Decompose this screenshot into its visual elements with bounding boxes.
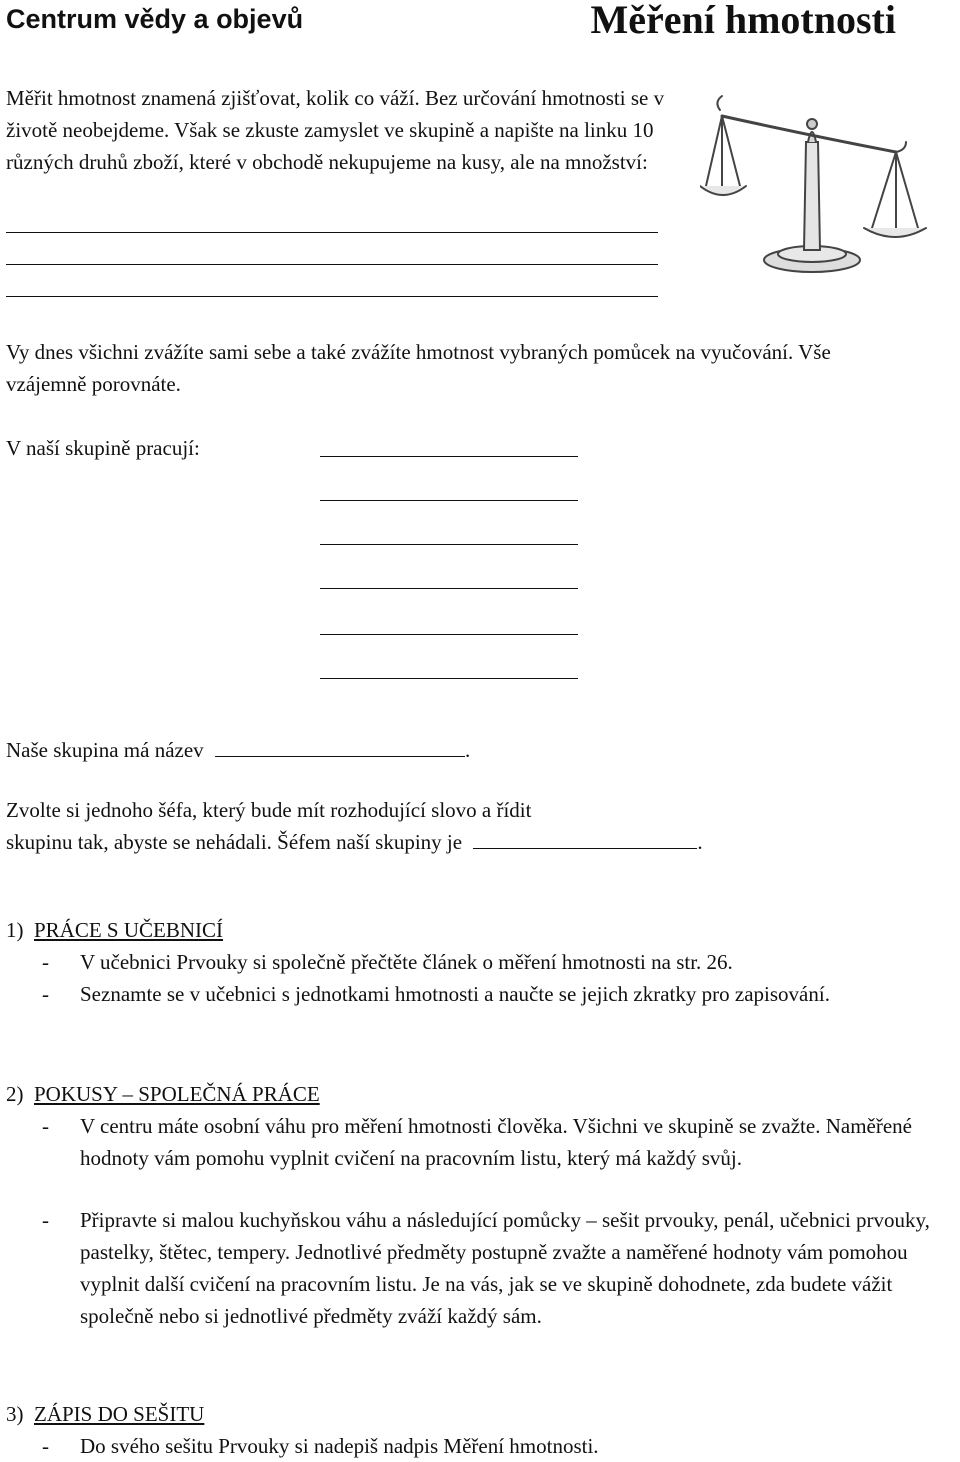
bullet-dash: - xyxy=(42,1208,49,1232)
group-name-end: . xyxy=(464,738,471,762)
member-name-line[interactable] xyxy=(320,544,578,545)
list-item-text: Seznamte se v učebnici s jednotkami hmotnosti a naučte se jejich zkratky pro zapisování. xyxy=(80,982,830,1006)
list-item xyxy=(6,1430,956,1462)
boss-row xyxy=(6,826,906,858)
group-name-row xyxy=(6,734,906,766)
header-left-title: Centrum vědy a objevů xyxy=(6,4,304,34)
balance-scale-icon xyxy=(700,82,930,302)
list-item xyxy=(6,1204,956,1364)
section-title-text: ZÁPIS DO SEŠITU xyxy=(34,1402,205,1426)
list-item-text: V centru máte osobní váhu pro měření hmotnosti člověka. Všichni ve skupině se zvažte. Naměřené hodnoty vám pomohu vyplnit cvičení na pracovním listu, který má každý svůj. xyxy=(80,1114,912,1170)
section-number: 3) xyxy=(6,1402,24,1426)
section-title xyxy=(6,1078,320,1110)
list-item-text: Připravte si malou kuchyňskou váhu a následující pomůcky – sešit prvouky, penál, učebnici prvouky, pastelky, štětec, tempery. Jednotlivé předměty postupně zvažte a naměřené hodnoty vám pomohou vyplnit další cvičení na pracovním listu. Je na vás, jak se ve skupině dohodnete, zda budete vážit společně nebo si jednotlivé předměty zváží každý sám. xyxy=(80,1208,930,1328)
list-item xyxy=(6,946,956,978)
member-name-line[interactable] xyxy=(320,588,578,589)
bullet-dash: - xyxy=(42,950,49,974)
section-number: 2) xyxy=(6,1082,24,1106)
member-name-line[interactable] xyxy=(320,500,578,501)
boss-text-line-1: Zvolte si jednoho šéfa, který bude mít rozhodující slovo a řídit xyxy=(6,798,532,822)
section-number: 1) xyxy=(6,918,24,942)
boss-name-line[interactable] xyxy=(473,826,697,849)
boss-end: . xyxy=(697,830,703,854)
section-title-text: POKUSY – SPOLEČNÁ PRÁCE xyxy=(34,1082,320,1106)
weigh-instructions: Vy dnes všichni zvážíte sami sebe a také zvážíte hmotnost vybraných pomůcek na vyučování. Vše vzájemně porovnáte. xyxy=(6,340,831,396)
goods-answer-line[interactable] xyxy=(6,296,658,297)
goods-answer-line[interactable] xyxy=(6,232,658,233)
list-item-text: Do svého sešitu Prvouky si nadepiš nadpis Měření hmotnosti. xyxy=(80,1434,599,1458)
member-name-line[interactable] xyxy=(320,456,578,457)
intro-paragraph: Měřit hmotnost znamená zjišťovat, kolik co váží. Bez určování hmotnosti se v životě neobejdeme. Však se zkuste zamyslet ve skupině a napište na linku 10 různých druhů zboží, které v obchodě nekupujeme na kusy, ale na množství: xyxy=(6,86,665,174)
bullet-dash: - xyxy=(42,1434,49,1458)
list-item-text: V učebnici Prvouky si společně přečtěte článek o měření hmotnosti na str. 26. xyxy=(80,950,733,974)
group-name-line[interactable] xyxy=(215,734,465,757)
member-name-line[interactable] xyxy=(320,634,578,635)
group-name-label: Naše skupina má název xyxy=(6,738,204,762)
boss-text-line-2: skupinu tak, abyste se nehádali. Šéfem naší skupiny je xyxy=(6,830,463,854)
bullet-dash: - xyxy=(42,1114,49,1138)
list-item xyxy=(6,1110,956,1206)
member-name-line[interactable] xyxy=(320,678,578,679)
bullet-dash: - xyxy=(42,982,49,1006)
members-label: V naší skupině pracují: xyxy=(6,436,200,460)
page-title: Měření hmotnosti xyxy=(590,0,896,42)
section-title xyxy=(6,1398,204,1430)
section-title-text: PRÁCE S UČEBNICÍ xyxy=(34,918,224,942)
section-title xyxy=(6,914,223,946)
list-item xyxy=(6,978,956,1042)
goods-answer-line[interactable] xyxy=(6,264,658,265)
